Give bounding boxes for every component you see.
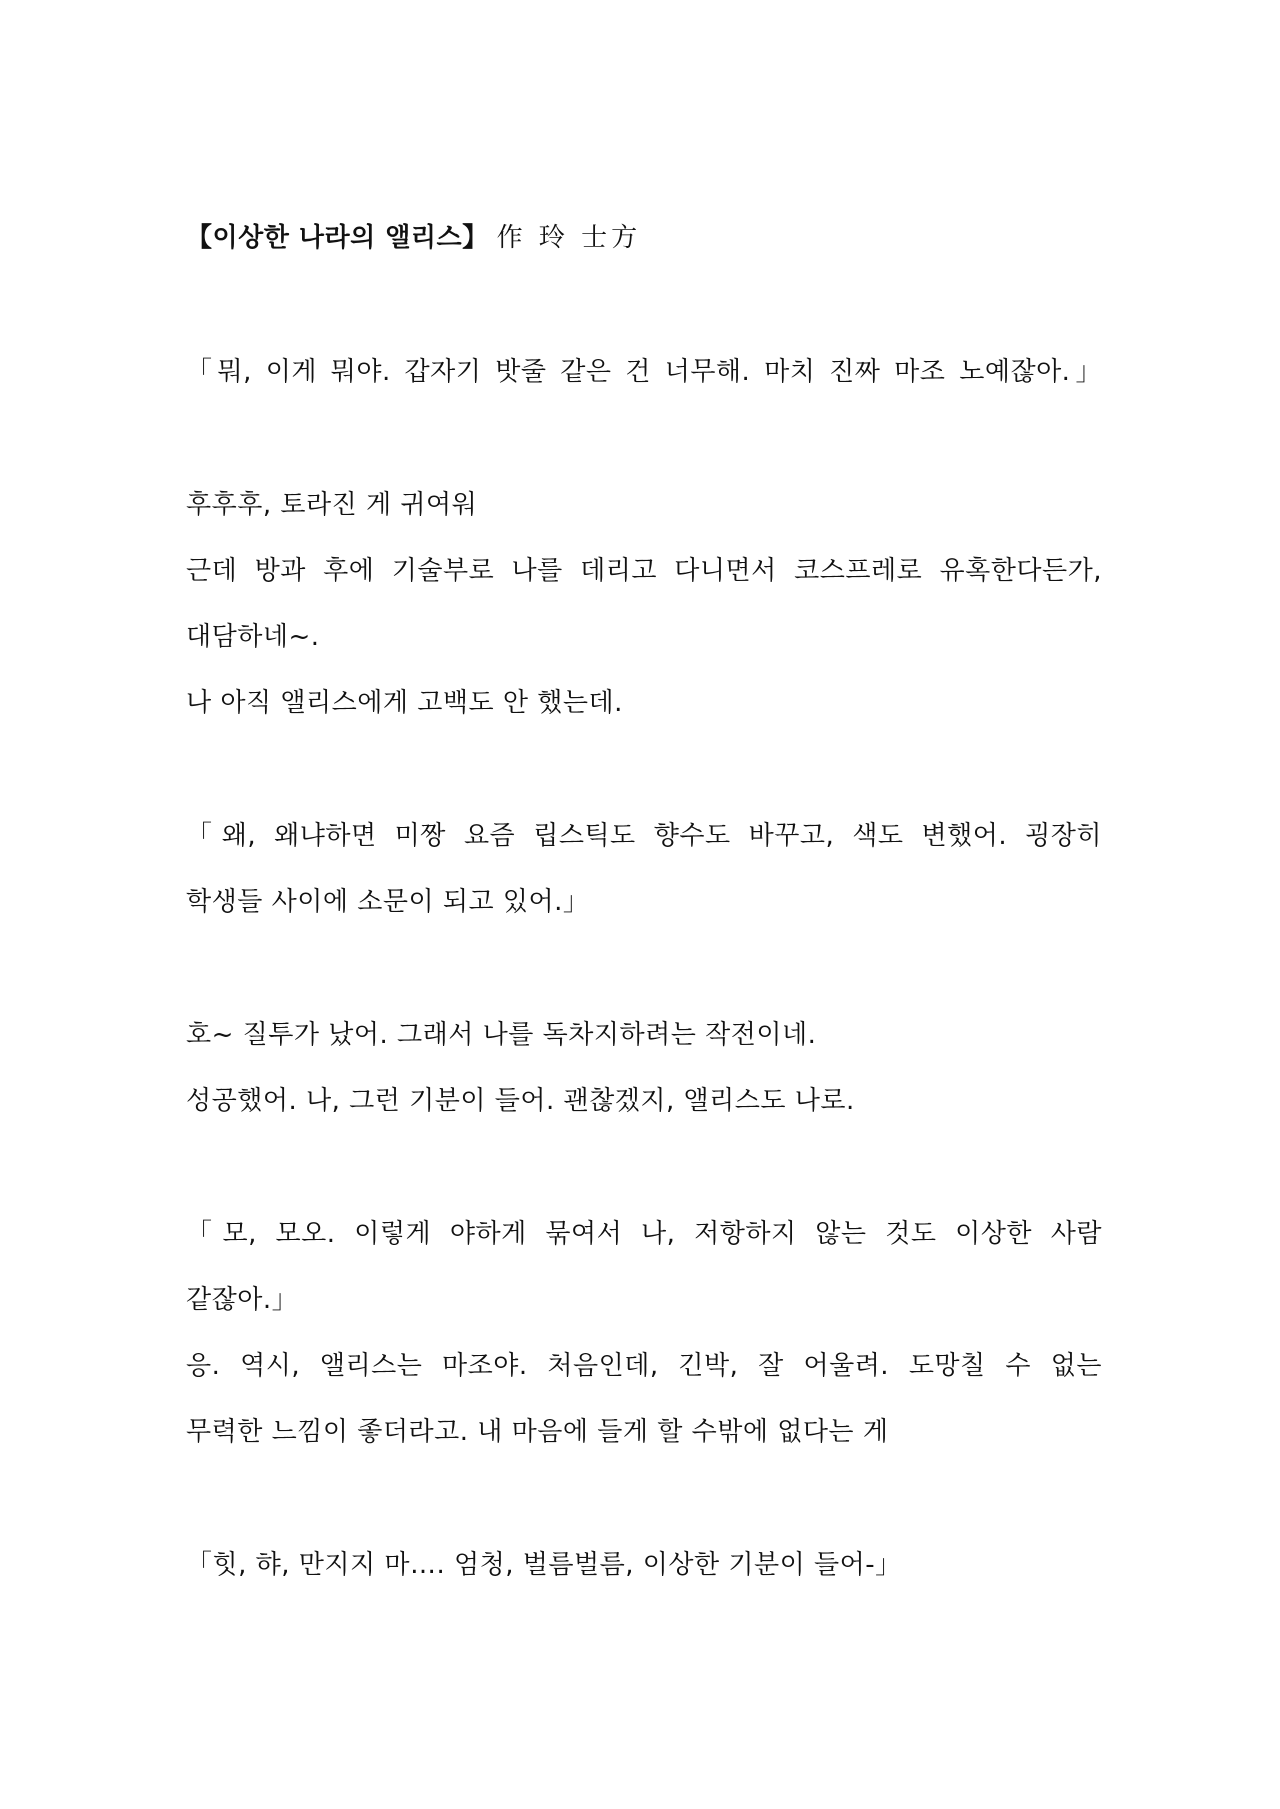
paragraph-line: 무력한 느낌이 좋더라고. 내 마음에 들게 할 수밖에 없다는 게: [186, 1417, 889, 1447]
paragraph-line: 「뭐, 이게 뭐야. 갑자기 밧줄 같은 건 너무해. 마치 진짜 마조 노예잖아.」: [186, 357, 1102, 387]
paragraph-line: 성공했어. 나, 그런 기분이 들어. 괜찮겠지, 앨리스도 나로.: [186, 1086, 855, 1116]
paragraph-line: 같잖아.」: [186, 1285, 299, 1315]
paragraph-line: 호~ 질투가 났어. 그래서 나를 독차지하려는 작전이네.: [186, 1020, 817, 1050]
paragraph-line: 나 아직 앨리스에게 고백도 안 했는데.: [186, 688, 623, 718]
author-byline: 作 玲 士方: [496, 223, 642, 253]
paragraph-line: 「모, 모오. 이렇게 야하게 묶여서 나, 저항하지 않는 것도 이상한 사람: [186, 1219, 1102, 1249]
paragraph-line: 「힛, 햐, 만지지 마…. 엄청, 벌름벌름, 이상한 기분이 들어-」: [186, 1550, 902, 1580]
paragraph-line: 대담하네~.: [186, 622, 320, 652]
document-title: [186, 221, 1102, 255]
paragraph-line: 응. 역시, 앨리스는 마조야. 처음인데, 긴박, 잘 어울려. 도망칠 수 없는: [186, 1351, 1102, 1381]
paragraph-line: 「왜, 왜냐하면 미짱 요즘 립스틱도 향수도 바꾸고, 색도 변했어. 굉장히: [186, 821, 1102, 851]
paragraph-line: 근데 방과 후에 기술부로 나를 데리고 다니면서 코스프레로 유혹한다든가,: [186, 556, 1102, 586]
paragraph-line: 학생들 사이에 소문이 되고 있어.」: [186, 887, 590, 917]
paragraph-line: 후후후, 토라진 게 귀여워: [186, 490, 478, 520]
title-text: 【이상한 나라의 앨리스】: [186, 223, 489, 253]
